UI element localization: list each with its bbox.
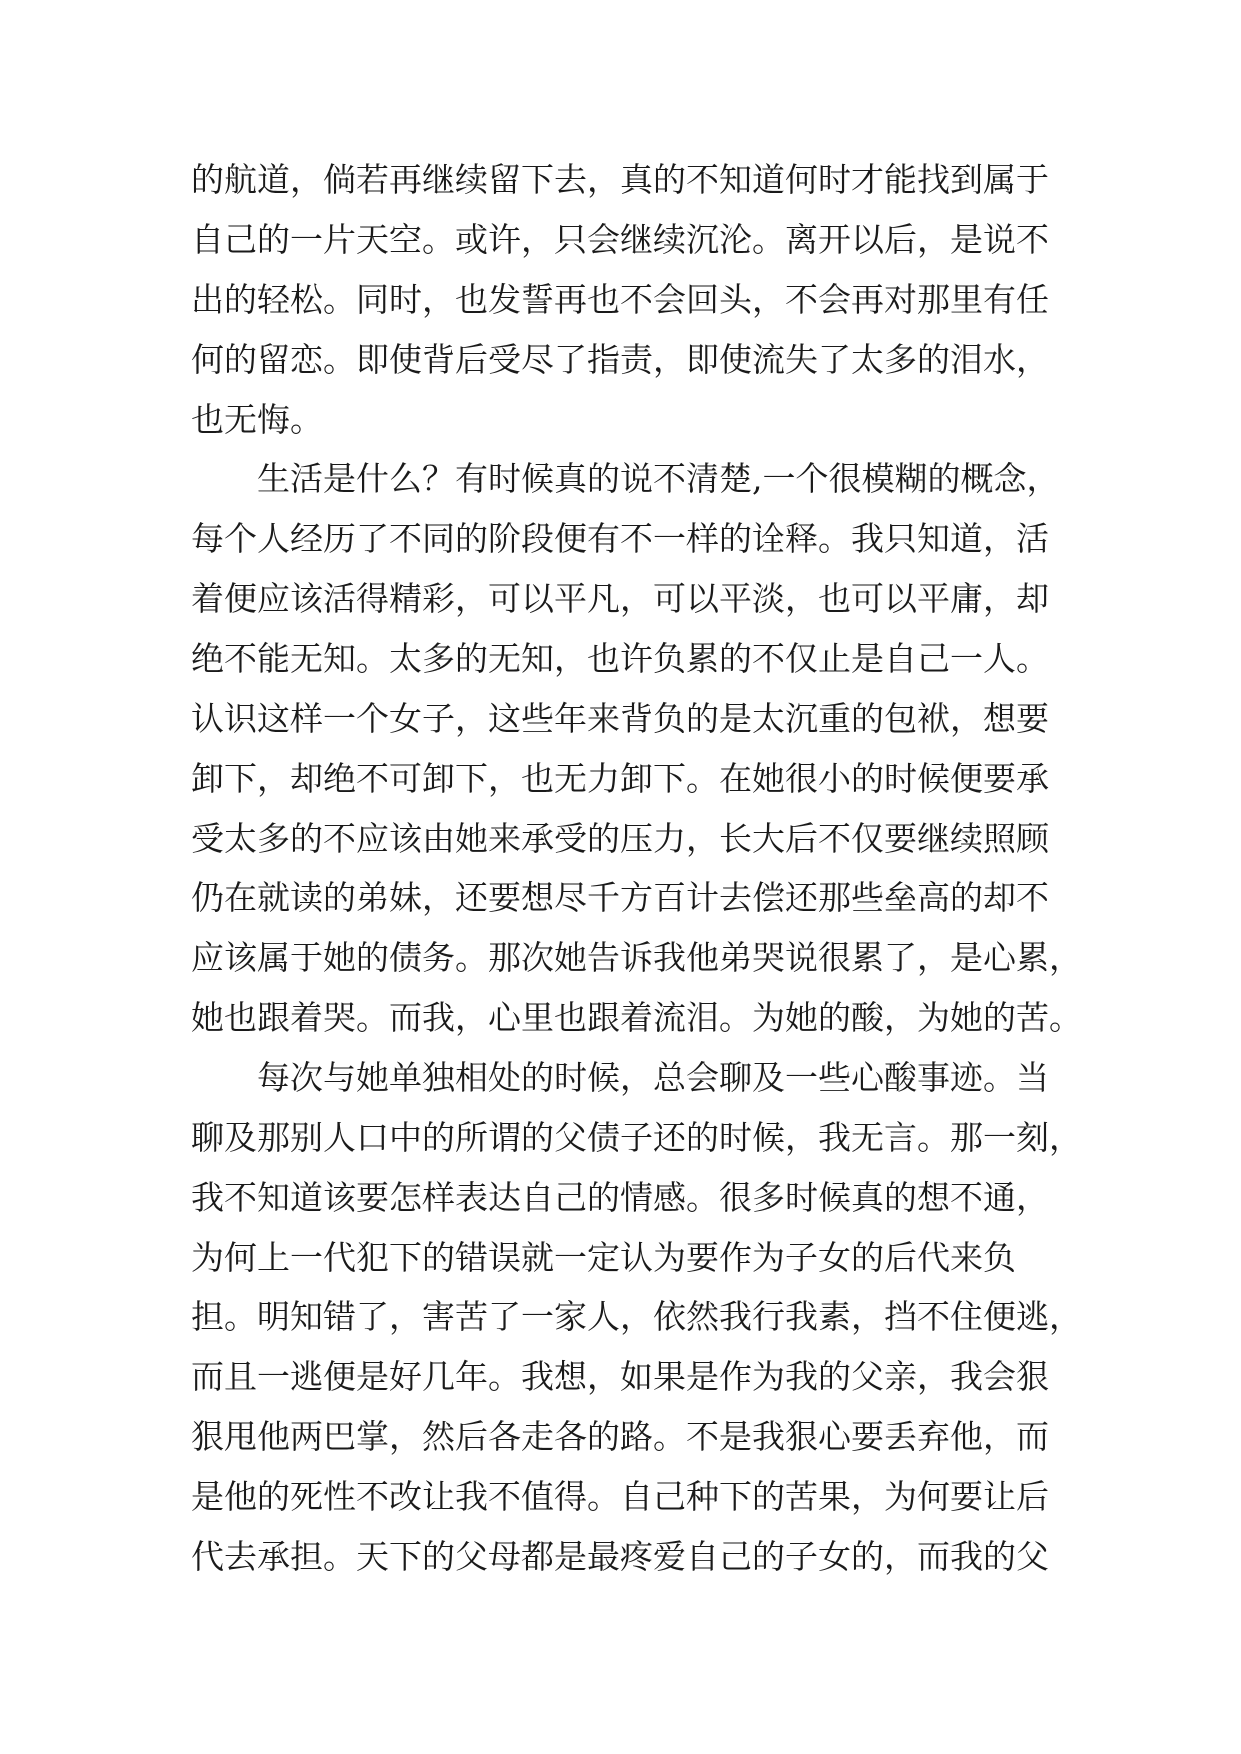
- text-line: 自己的一片天空。或许，只会继续沉沦。离开以后，是说不: [191, 220, 1049, 259]
- text-line: 受太多的不应该由她来承受的压力，长大后不仅要继续照顾: [191, 819, 1049, 858]
- text-line: 认识这样一个女子，这些年来背负的是太沉重的包袱，想要: [191, 699, 1049, 738]
- text-line: 她也跟着哭。而我，心里也跟着流泪。为她的酸，为她的苦。: [191, 998, 1082, 1037]
- text-line: 绝不能无知。太多的无知，也许负累的不仅止是自己一人。: [191, 639, 1049, 678]
- text-line: 而且一逃便是好几年。我想，如果是作为我的父亲，我会狠: [191, 1357, 1049, 1396]
- text-line: 为何上一代犯下的错误就一定认为要作为子女的后代来负: [191, 1238, 1016, 1277]
- text-line: 是他的死性不改让我不值得。自己种下的苦果，为何要让后: [191, 1477, 1049, 1516]
- text-line: 每次与她单独相处的时候，总会聊及一些心酸事迹。当: [191, 1058, 1049, 1097]
- text-line: 每个人经历了不同的阶段便有不一样的诠释。我只知道，活: [191, 519, 1049, 558]
- text-line: 卸下，却绝不可卸下，也无力卸下。在她很小的时候便要承: [191, 759, 1049, 798]
- text-line: 狠甩他两巴掌，然后各走各的路。不是我狠心要丢弃他，而: [191, 1417, 1049, 1456]
- text-line: 应该属于她的债务。那次她告诉我他弟哭说很累了，是心累，: [191, 938, 1082, 977]
- text-line: 聊及那别人口中的所谓的父债子还的时候，我无言。那一刻，: [191, 1118, 1082, 1157]
- text-line: 的航道，倘若再继续留下去，真的不知道何时才能找到属于: [191, 160, 1049, 199]
- text-line: 也无悔。: [191, 400, 323, 439]
- text-line: 担。明知错了，害苦了一家人，依然我行我素，挡不住便逃，: [191, 1297, 1082, 1336]
- text-line: 出的轻松。同时，也发誓再也不会回头，不会再对那里有任: [191, 280, 1049, 319]
- text-line: 仍在就读的弟妹，还要想尽千方百计去偿还那些垒高的却不: [191, 878, 1049, 917]
- text-line: 代去承担。天下的父母都是最疼爱自己的子女的，而我的父: [191, 1537, 1049, 1576]
- text-line: 我不知道该要怎样表达自己的情感。很多时候真的想不通，: [191, 1178, 1049, 1217]
- text-line: 何的留恋。即使背后受尽了指责，即使流失了太多的泪水，: [191, 340, 1049, 379]
- text-line: 着便应该活得精彩，可以平凡，可以平淡，也可以平庸，却: [191, 579, 1049, 618]
- text-line: 生活是什么？有时候真的说不清楚,一个很模糊的概念，: [191, 459, 1060, 498]
